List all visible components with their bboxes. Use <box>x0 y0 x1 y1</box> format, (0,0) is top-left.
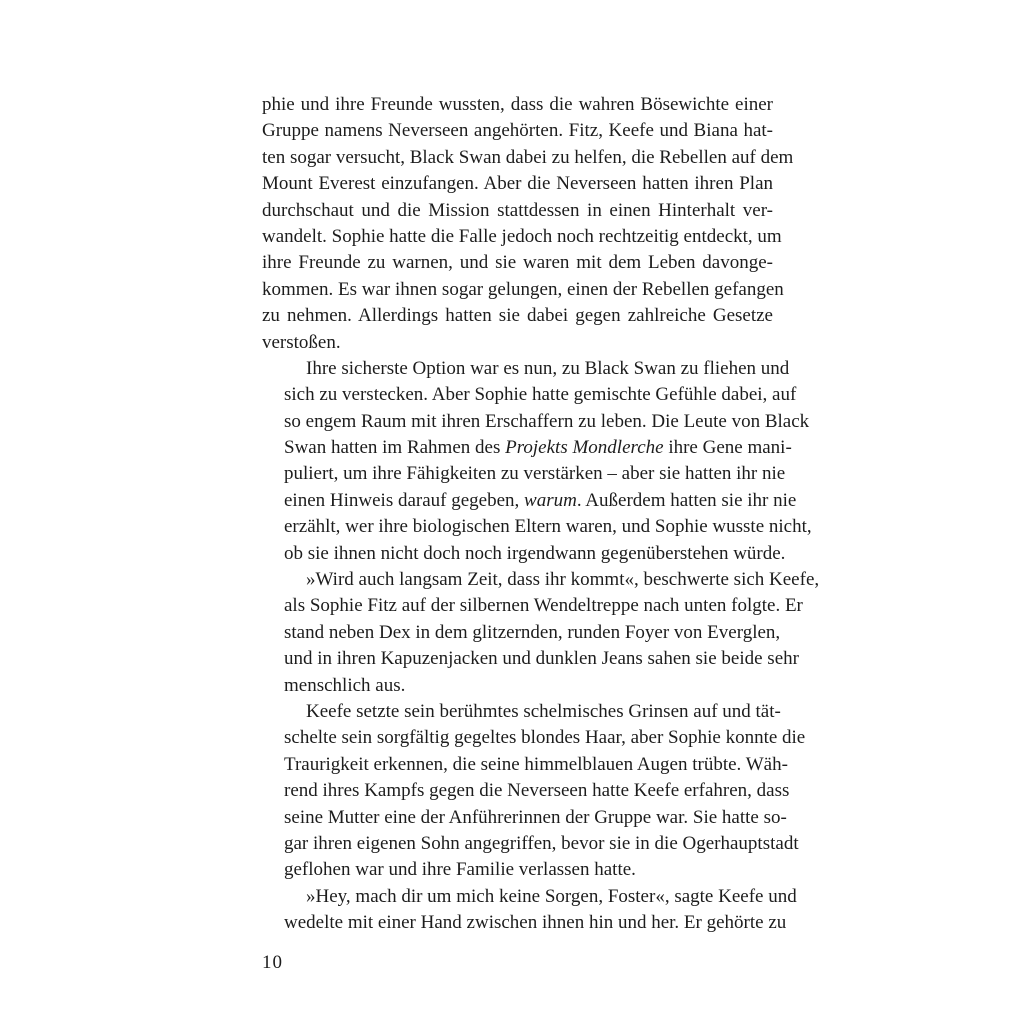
paragraph <box>262 884 797 937</box>
italic-text: Projekts Mondlerche <box>505 437 664 459</box>
text-line: zu nehmen. Allerdings hatten sie dabei gegen zahlreiche Gesetze <box>262 305 773 327</box>
text-line: wedelte mit einer Hand zwischen ihnen hin und her. Er gehörte zu <box>284 912 787 934</box>
paragraph <box>262 699 806 884</box>
paragraph <box>262 356 812 567</box>
italic-text: warum <box>524 489 577 511</box>
text-line: Swan hatten im Rahmen des Projekts Mondlerche ihre Gene mani- <box>284 437 792 459</box>
text-line: Gruppe namens Neverseen angehörten. Fitz, Keefe und Biana hat- <box>262 120 773 142</box>
text-line: ihre Freunde zu warnen, und sie waren mit dem Leben davonge- <box>262 252 773 274</box>
text-line: wandelt. Sophie hatte die Falle jedoch noch rechtzeitig entdeckt, um <box>262 225 782 247</box>
page-number: 10 <box>262 952 283 973</box>
text-line: »Wird auch langsam Zeit, dass ihr kommt«, beschwerte sich Keefe, <box>306 569 820 591</box>
text-line: stand neben Dex in dem glitzernden, runden Foyer von Everglen, <box>284 621 781 643</box>
text-line: Keefe setzte sein berühmtes schelmisches Grinsen auf und tät- <box>306 700 781 722</box>
text-line: »Hey, mach dir um mich keine Sorgen, Foster«, sagte Keefe und <box>306 885 797 907</box>
text-line: gar ihren eigenen Sohn angegriffen, bevor sie in die Ogerhauptstadt <box>284 832 799 854</box>
text-line: Mount Everest einzufangen. Aber die Neverseen hatten ihren Plan <box>262 173 773 195</box>
text-line: rend ihres Kampfs gegen die Neverseen hatte Keefe erfahren, dass <box>284 780 790 802</box>
text-line: puliert, um ihre Fähigkeiten zu verstärken – aber sie hatten ihr nie <box>284 463 786 485</box>
text-line: phie und ihre Freunde wussten, dass die wahren Bösewichte einer <box>262 94 773 115</box>
text-line: ten sogar versucht, Black Swan dabei zu helfen, die Rebellen auf dem <box>262 146 794 168</box>
text-line: so engem Raum mit ihren Erschaffern zu leben. Die Leute von Black <box>284 410 810 432</box>
text-line: schelte sein sorgfältig gegeltes blondes Haar, aber Sophie konnte die <box>284 727 806 749</box>
text-line: einen Hinweis darauf gegeben, warum. Außerdem hatten sie ihr nie <box>284 489 797 511</box>
text-line: und in ihren Kapuzenjacken und dunklen Jeans sahen sie beide sehr <box>284 648 799 670</box>
text-line: als Sophie Fitz auf der silbernen Wendeltreppe nach unten folgte. Er <box>284 595 803 617</box>
text-line: erzählt, wer ihre biologischen Eltern waren, und Sophie wusste nicht, <box>284 516 812 538</box>
paragraph <box>262 567 820 699</box>
text-line: verstoßen. <box>262 331 341 353</box>
paragraph <box>262 92 794 356</box>
text-line: menschlich aus. <box>284 674 406 696</box>
text-line: sich zu verstecken. Aber Sophie hatte gemischte Gefühle dabei, auf <box>284 384 797 406</box>
text-line: ob sie ihnen nicht doch noch irgendwann gegenüberstehen würde. <box>284 542 786 564</box>
text-line: geflohen war und ihre Familie verlassen hatte. <box>284 859 636 881</box>
text-line: kommen. Es war ihnen sogar gelungen, einen der Rebellen gefangen <box>262 278 784 300</box>
text-line: seine Mutter eine der Anführerinnen der Gruppe war. Sie hatte so- <box>284 806 787 828</box>
book-page-text <box>262 92 820 937</box>
text-line: durchschaut und die Mission stattdessen in einen Hinterhalt ver- <box>262 199 773 221</box>
text-line: Ihre sicherste Option war es nun, zu Black Swan zu fliehen und <box>306 357 790 379</box>
text-line: Traurigkeit erkennen, die seine himmelblauen Augen trübte. Wäh- <box>284 753 788 775</box>
